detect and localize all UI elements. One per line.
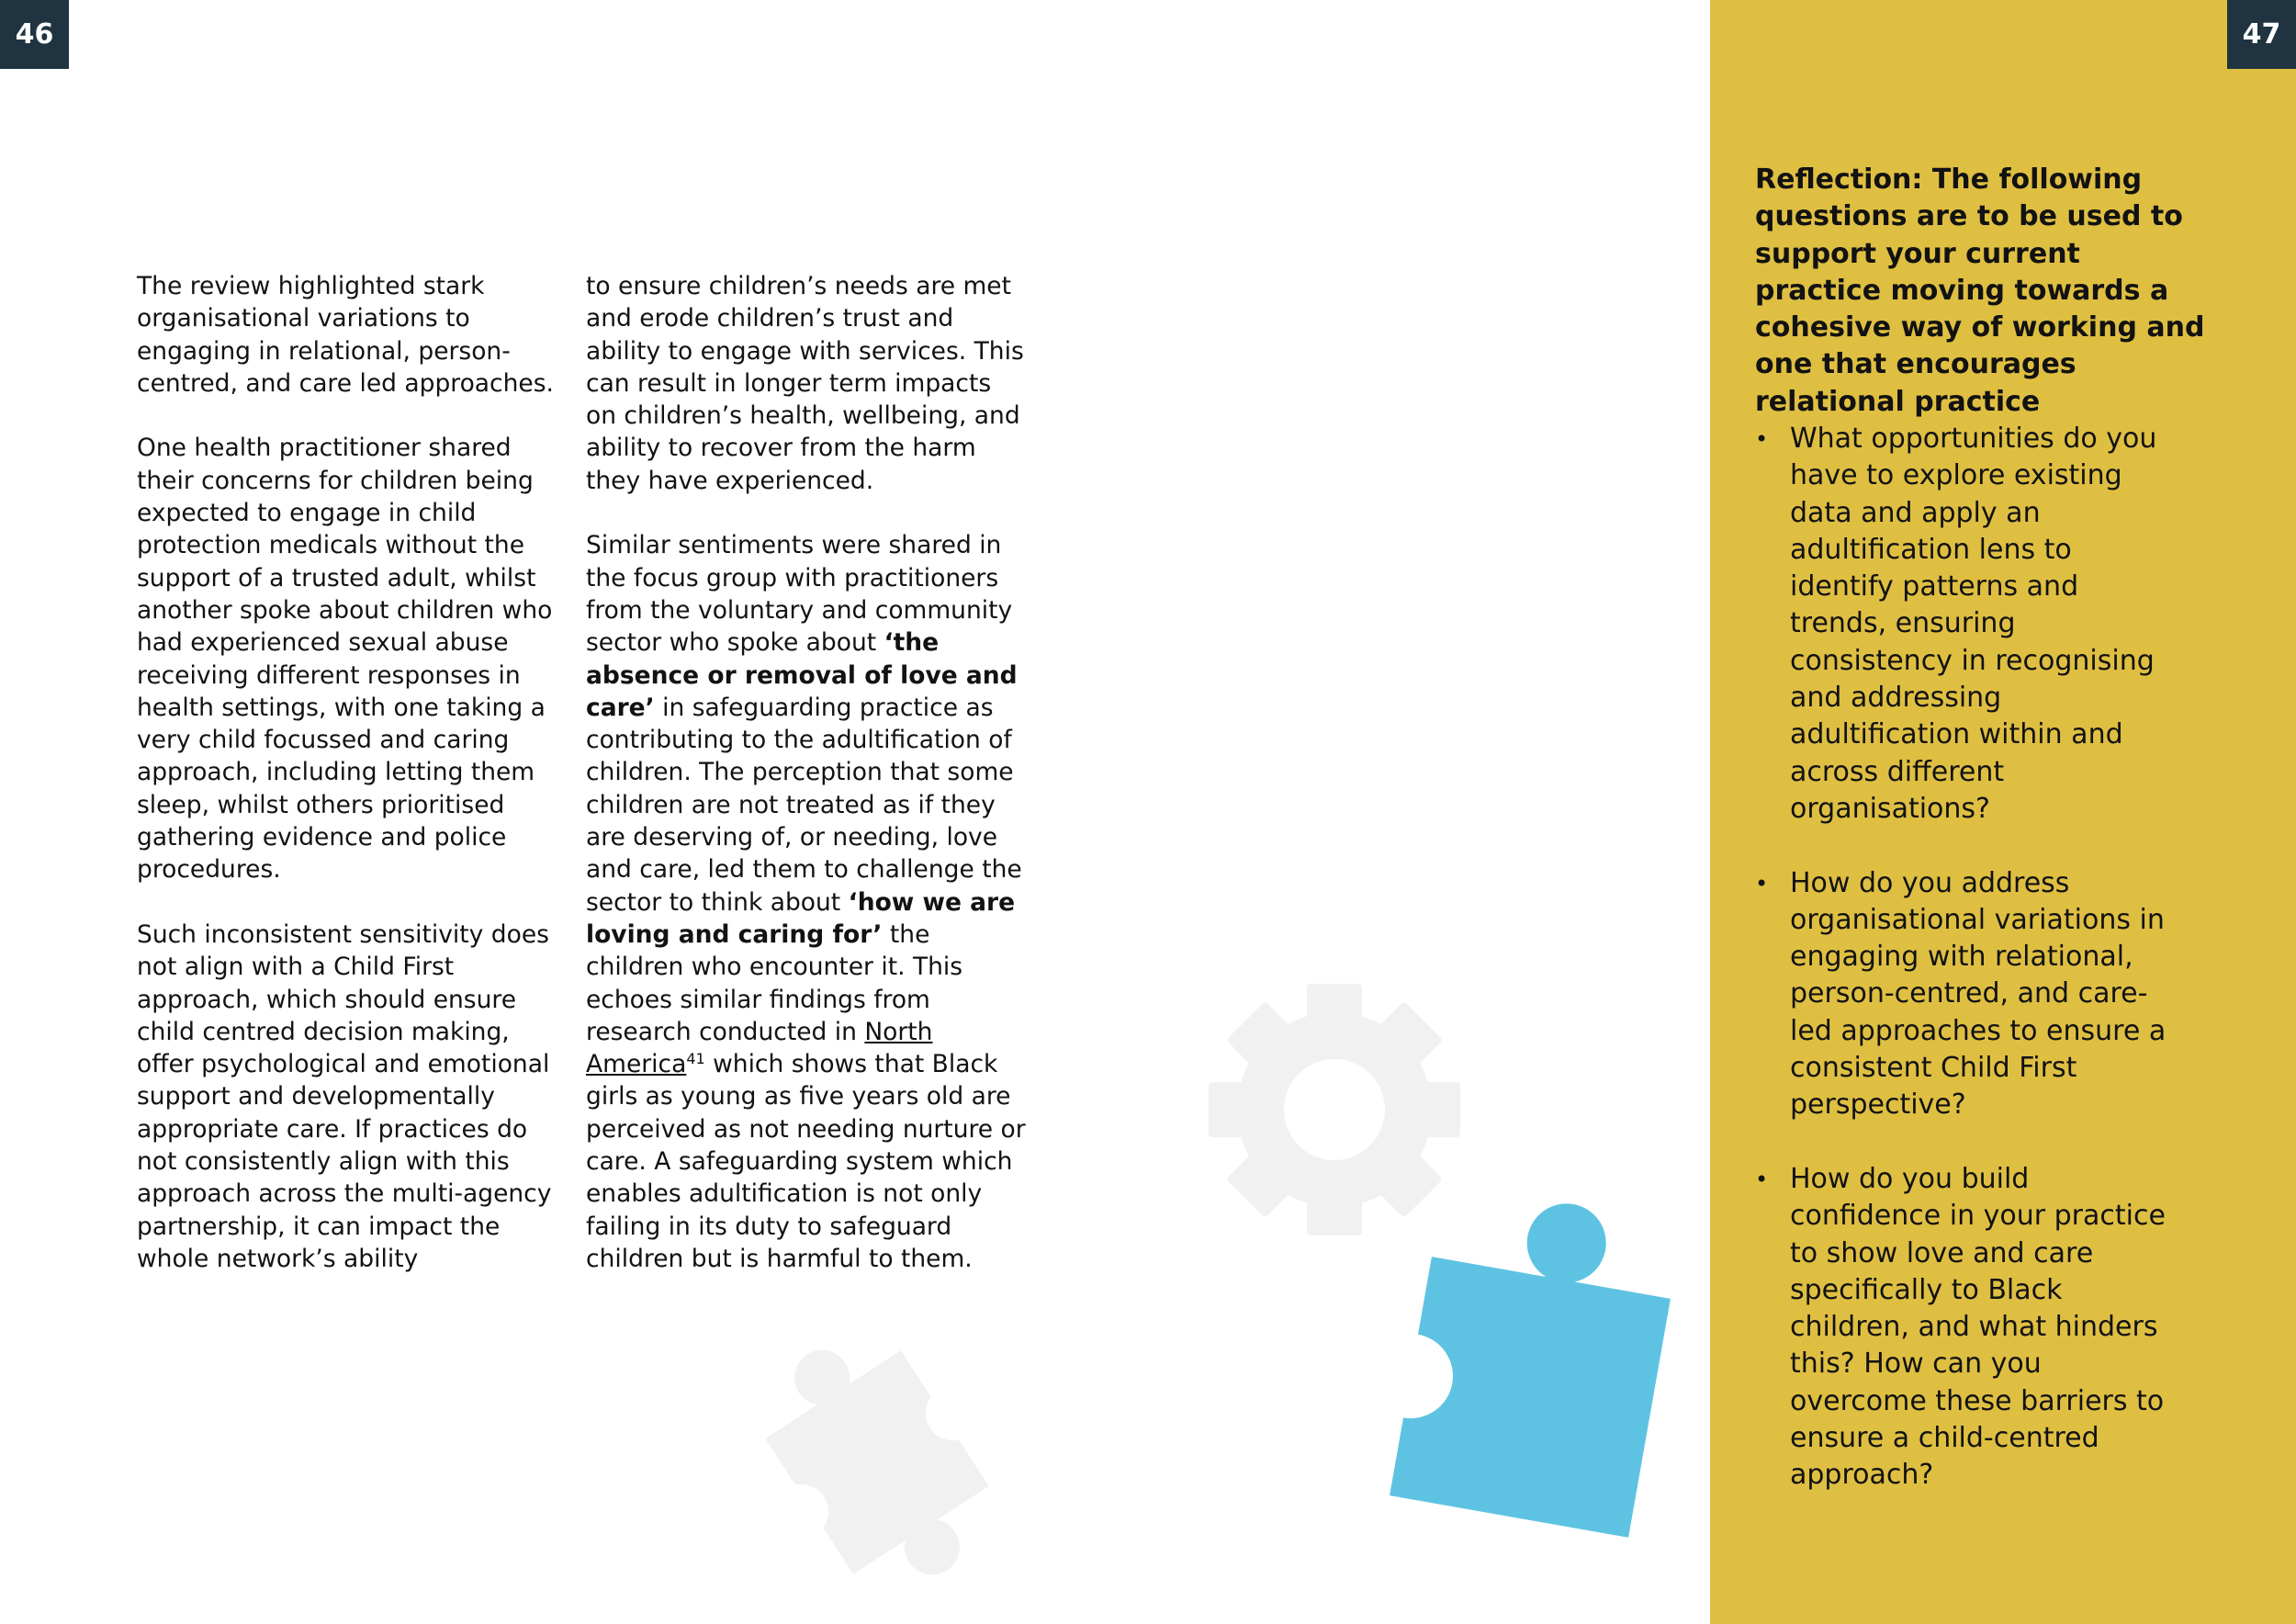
text-column-right: [586, 270, 1027, 1275]
text-run: the children who encounter it. This echoes similar findings from research conducted in: [586, 919, 963, 1046]
text-column-left: [137, 270, 568, 1275]
footnote-marker: 41: [686, 1050, 705, 1068]
reference-link[interactable]: North America: [586, 1017, 933, 1079]
text-run: Similar sentiments were shared in the focus group with practitioners from the voluntary and community sector who spoke about: [586, 531, 1013, 658]
quote-emphasis: ‘the absence or removal of love and care’: [586, 628, 1018, 722]
paragraph: to ensure children’s needs are met and erode children’s trust and ability to engage with services. This can result in longer term impacts on children’s health, wellbeing, and ability to recover from the harm they have experienced.: [586, 272, 1024, 495]
paragraph: Such inconsistent sensitivity does not align with a Child First approach, which should ensure child centred decision making, offer psychological and emotional support and developmentally appropriate care. If practices do not consistently align with this approach across the multi-agency partnership, it can impact the whole network’s ability: [137, 919, 552, 1273]
list-item: • How do you build confidence in your practice to show love and care specifically to Black children, and what hinders this? How can you overcome these barriers to ensure a child-centred approach?: [1755, 1161, 2178, 1494]
page-number-right: 47: [2227, 0, 2296, 69]
text-run: which shows that Black girls as young as five years old are perceived as not needing nurture or care. A safeguarding system which enables adultification is not only failing in its duty to safeguard children but is harmful to them.: [586, 1050, 1026, 1273]
gear-icon: [1209, 984, 1460, 1235]
quote-emphasis: ‘how we are loving and caring for’: [586, 887, 1016, 949]
paragraph: One health practitioner shared their concerns for children being expected to engage in child protection medicals without the support of a trusted adult, whilst another spoke about children who had experienced sexual abuse receiving different responses in health settings, with one taking a very child focussed and caring approach, including letting them sleep, whilst others prioritised gathering evidence and police procedures.: [137, 434, 553, 885]
puzzle-piece-icon: [739, 1311, 1015, 1615]
reflection-questions: [1755, 421, 2178, 1494]
puzzle-piece-icon: [1390, 1181, 1683, 1538]
paragraph: [586, 529, 1027, 1275]
paragraph: The review highlighted stark organisational variations to engaging in relational, person-centred, and care led approaches.: [137, 272, 554, 398]
reflection-heading: Reflection: The following questions are to be used to support your current practice moving towards a cohesive way of working and one that encourages relational practice: [1755, 164, 2205, 418]
list-item: • What opportunities do you have to explore existing data and apply an adultification lens to identify patterns and trends, ensuring consistency in recognising and addressing adultification within and across different organisations?: [1755, 421, 2178, 828]
text-run: in safeguarding practice as contributing to the adultification of children. The perception that some children are not treated as if they are deserving of, or needing, love and care, led them to challenge the sector to think about: [586, 693, 1022, 917]
list-item: • How do you address organisational variations in engaging with relational, person-centred, and care-led approaches to ensure a consistent Child First perspective?: [1755, 865, 2178, 1124]
page-number-left: 46: [0, 0, 69, 69]
